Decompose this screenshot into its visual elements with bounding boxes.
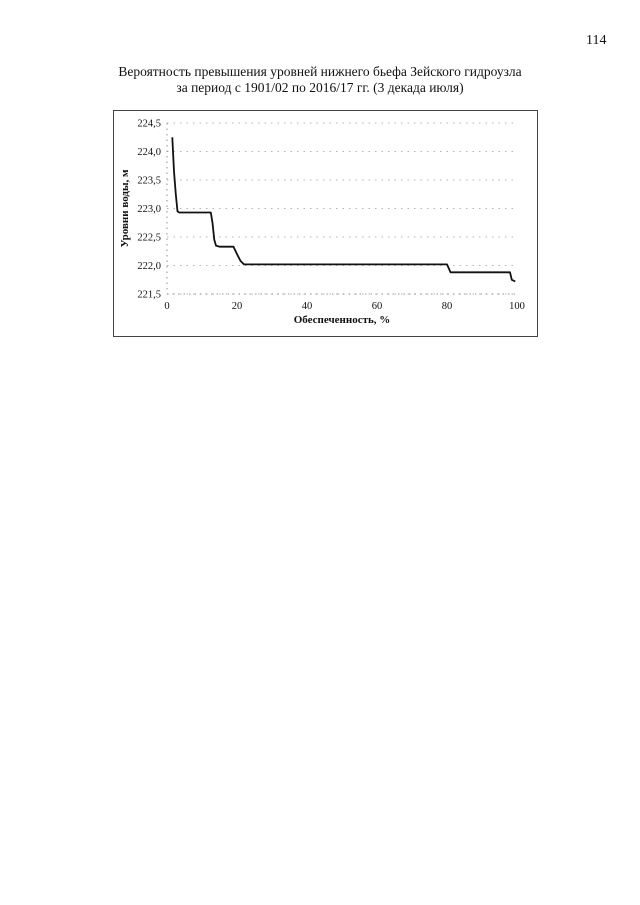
y-tick-label: 221,5: [137, 289, 161, 301]
x-tick-label: 20: [231, 301, 243, 312]
chart-subtitle: за период с 1901/02 по 2016/17 гг. (3 декада июля): [176, 80, 464, 95]
y-axis-label: Уровни воды, м: [119, 169, 131, 248]
y-tick-label: 222,5: [137, 232, 161, 244]
x-tick-label: 0: [164, 301, 170, 312]
page-number: 114: [586, 33, 607, 48]
y-tick-label: 222,0: [137, 261, 161, 272]
y-tick-label: 224,5: [137, 118, 161, 130]
chart-title-block: [100, 64, 540, 96]
y-tick-label: 224,0: [137, 147, 161, 158]
series-line: [172, 137, 515, 281]
x-tick-label: 60: [371, 301, 383, 312]
chart-frame: [113, 110, 538, 337]
x-tick-label: 40: [301, 301, 313, 312]
x-tick-label: 80: [441, 301, 453, 312]
x-axis-label: Обеспеченность, %: [293, 314, 391, 326]
chart-title: Вероятность превышения уровней нижнего бьефа Зейского гидроузла: [118, 64, 522, 79]
line-chart: [114, 111, 539, 338]
y-tick-label: 223,5: [137, 175, 161, 187]
y-tick-label: 223,0: [137, 204, 161, 215]
x-tick-label: 100: [509, 301, 525, 312]
